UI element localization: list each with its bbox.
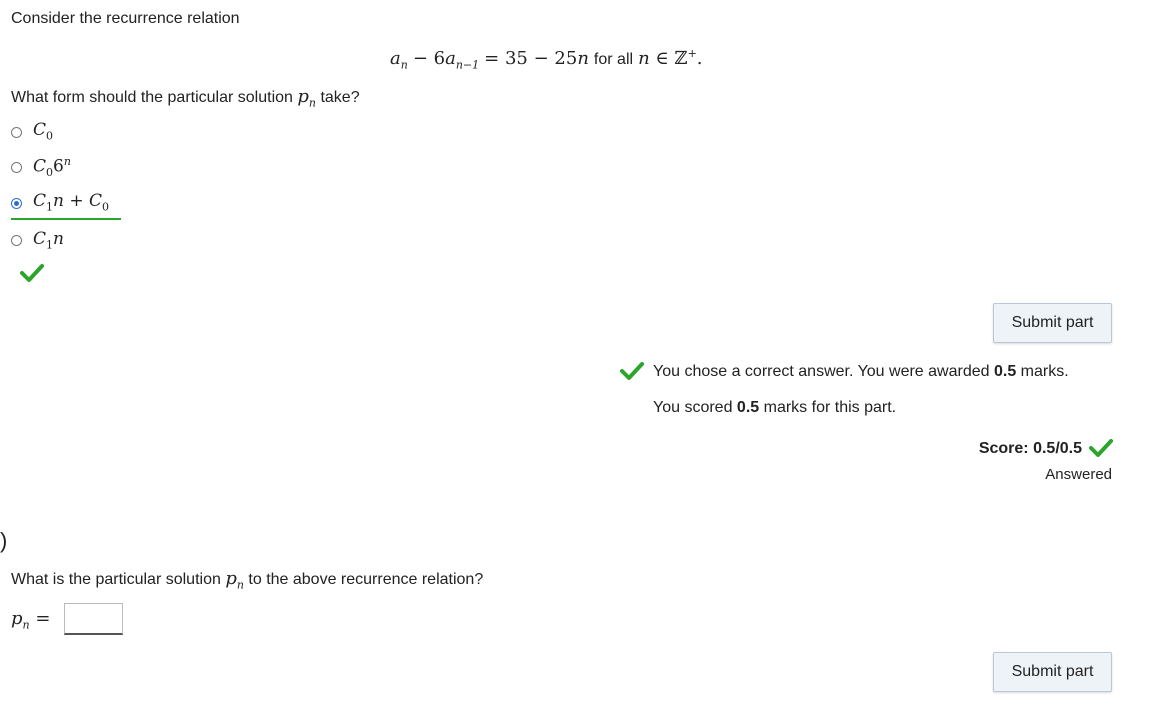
score-check-icon xyxy=(1089,438,1113,458)
question-pre: What form should the particular solution xyxy=(11,89,293,106)
part2-marker: ) xyxy=(0,528,8,553)
selected-correct-underline xyxy=(11,218,121,220)
feedback-line1-post: marks. xyxy=(1020,363,1069,380)
part1-question: What form should the particular solution $p_n$ take? xyxy=(11,86,360,110)
submit-part-button-2[interactable]: Submit part xyxy=(993,652,1112,692)
option-b-label[interactable]: $C_06^n$ xyxy=(33,155,71,180)
feedback-line1-text: You chose a correct answer. You were awarded xyxy=(653,363,990,380)
feedback-line-1 xyxy=(653,363,1069,381)
option-c-radio[interactable] xyxy=(11,198,22,209)
submit-part-button-1[interactable]: Submit part xyxy=(993,303,1112,343)
correct-check-icon xyxy=(20,263,44,283)
intro-text: Consider the recurrence relation xyxy=(11,10,240,27)
feedback-line-2 xyxy=(653,399,896,417)
part2-question-pre: What is the particular solution xyxy=(11,571,221,588)
recurrence-equation: $a_n - 6a_{n-1} = 35 - 25n$ for all n ∈ ℤ+. xyxy=(390,47,703,72)
part2-question-post: to the above recurrence relation? xyxy=(248,571,484,588)
option-a-label[interactable]: $C_0$ xyxy=(33,120,54,143)
score-label: Score: 0.5/0.5 xyxy=(978,440,1082,457)
option-c-label[interactable]: $C_1n + C_0$ xyxy=(33,191,110,214)
status-answered: Answered xyxy=(1045,466,1112,483)
option-d-radio[interactable] xyxy=(11,235,22,246)
feedback-line1-marks: 0.5 xyxy=(993,363,1017,380)
equation-for-all: for all xyxy=(593,51,634,68)
feedback-line2-post: marks for this part. xyxy=(763,399,897,416)
answer-prefix: $p_n$ = xyxy=(11,608,51,632)
question-post: take? xyxy=(320,89,360,106)
feedback-line2-text: You scored xyxy=(653,399,733,416)
feedback-check-icon xyxy=(620,361,644,381)
part2-question: What is the particular solution $p_n$ to the above recurrence relation? xyxy=(11,568,484,592)
option-b-radio[interactable] xyxy=(11,162,22,173)
option-d-label[interactable]: $C_1n$ xyxy=(33,229,64,252)
feedback-line2-marks: 0.5 xyxy=(736,399,760,416)
particular-solution-input[interactable] xyxy=(64,603,123,635)
option-a-radio[interactable] xyxy=(11,127,22,138)
